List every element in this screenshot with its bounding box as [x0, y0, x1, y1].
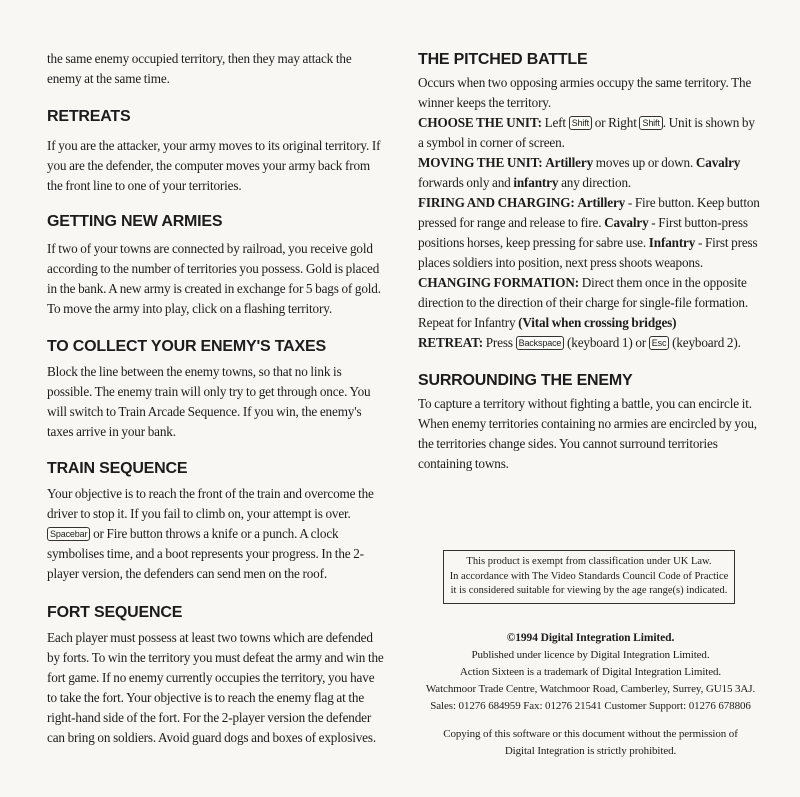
- train-text-b: or Fire button throws a knife or a punch. A clock symbolises time, and a boot represents your progress. In the 2-player version, the defenders can send men on the roof.: [47, 526, 364, 581]
- firing-infantry-label: Infantry: [648, 235, 696, 250]
- copyright-text: ©1994 Digital Integration Limited.: [506, 632, 675, 644]
- formation-vital: (Vital when crossing bridges): [518, 315, 677, 330]
- armies-section: [47, 212, 387, 319]
- artillery-label: Artillery: [545, 155, 594, 170]
- firing-cavalry-label: Cavalry: [604, 215, 649, 230]
- licence-text: Published under licence by Digital Integration Limited.: [471, 649, 710, 661]
- train-heading: TRAIN SEQUENCE: [47, 460, 188, 477]
- armies-text: If two of your towns are connected by railroad, you receive gold according to the number of territories you possess. Gold is placed in the bank. A new army is created in exchange for 5 bags of gold. To move the army into play, click on a flashing territory.: [47, 241, 381, 316]
- notice-line-3: it is considered suitable for viewing by the age range(s) indicated.: [450, 585, 728, 596]
- battle-intro: Occurs when two opposing armies occupy the same territory. The winner keeps the territory.: [418, 75, 752, 110]
- shift-right-key: Shift: [639, 116, 662, 130]
- retreats-text: If you are the attacker, your army moves to its original territory. If you are the defender, the computer moves your army back from the front line to one of your territories.: [47, 138, 381, 193]
- taxes-text: Block the line between the enemy towns, so that no link is possible. The enemy train will only try to get through once. You will switch to Train Arcade Sequence. If you win, the enemy's taxes arrive in your bank.: [47, 364, 371, 439]
- firing-text: [418, 193, 763, 273]
- choose-unit-label: CHOOSE THE UNIT:: [418, 115, 542, 130]
- esc-key: Esc: [649, 336, 670, 350]
- choose-text-b: or Right: [594, 115, 637, 130]
- surround-section: [418, 371, 763, 474]
- armies-heading: GETTING NEW ARMIES: [47, 213, 223, 230]
- choose-text-c: . Unit is shown by a symbol in corner of screen.: [418, 115, 755, 150]
- formation-text: [418, 273, 763, 333]
- cavalry-label: Cavalry: [695, 155, 741, 170]
- firing-label: FIRING AND CHARGING:: [418, 195, 575, 210]
- surround-heading: SURROUNDING THE ENEMY: [418, 372, 633, 389]
- address-text: Watchmoor Trade Centre, Watchmoor Road, Camberley, Surrey, GU15 3AJ.: [425, 683, 756, 695]
- battle-section: [418, 50, 763, 353]
- trademark-text: Action Sixteen is a trademark of Digital Integration Limited.: [459, 666, 722, 678]
- train-text-a: Your objective is to reach the front of the train and overcome the driver to stop it. If you fail to climb on, your attempt is over.: [47, 486, 374, 521]
- retreats-heading: RETREATS: [47, 108, 131, 125]
- firing-artillery-label: Artillery: [577, 195, 626, 210]
- retreat-text-b: (keyboard 1) or: [567, 335, 647, 350]
- notice-line-2: In accordance with The Video Standards Council Code of Practice: [449, 570, 729, 582]
- moving-text-a: moves up or down.: [595, 155, 694, 170]
- choose-text-a: Left: [544, 115, 566, 130]
- retreat-text-c: (keyboard 2).: [672, 335, 741, 350]
- firing-text-a: - Fire button. Keep button pressed for range and release to fire.: [418, 195, 760, 230]
- infantry-label: infantry: [513, 175, 559, 190]
- taxes-section: [47, 337, 387, 442]
- train-section: [47, 459, 387, 584]
- credits: [418, 630, 763, 760]
- battle-heading: THE PITCHED BATTLE: [418, 51, 588, 68]
- moving-text-c: any direction.: [561, 175, 632, 190]
- formation-text-a: Direct them once in the opposite direction to the direction of their charge for single-file formation. Repeat for Infantry: [418, 275, 749, 330]
- intro-section: [47, 49, 387, 89]
- firing-text-c: - First press places soldiers into position, next press shoots weapons.: [418, 235, 758, 270]
- shift-left-key: Shift: [569, 116, 592, 130]
- notice-line-1: This product is exempt from classification under UK Law.: [466, 556, 712, 567]
- fort-text: Each player must possess at least two towns which are defended by forts. To win the territory you must defeat the army and win the fort game. If no enemy currently occupies the territory, you have to take the fort. Your objective is to reach the enemy flag at the right-hand side of the fort. For the 2-player version the defender can bring on soldiers. Avoid guard dogs and boxes of explosives.: [47, 630, 384, 745]
- surround-text: To capture a territory without fighting a battle, you can encircle it. When enemy territories containing no armies are encircled by you, the territories change sides. You cannot surround territories containing towns.: [418, 396, 757, 471]
- formation-label: CHANGING FORMATION:: [418, 275, 579, 290]
- fort-heading: FORT SEQUENCE: [47, 604, 183, 621]
- spacebar-key: Spacebar: [47, 527, 90, 541]
- train-text: [47, 484, 387, 584]
- moving-unit-text: [418, 153, 763, 193]
- backspace-key: Backspace: [516, 336, 565, 350]
- fort-section: [47, 603, 387, 748]
- intro-text: the same enemy occupied territory, then they may attack the enemy at the same time.: [47, 51, 352, 86]
- retreat-label: RETREAT:: [418, 335, 483, 350]
- taxes-heading: TO COLLECT YOUR ENEMY'S TAXES: [47, 338, 326, 355]
- phones-text: Sales: 01276 684959 Fax: 01276 21541 Customer Support: 01276 678806: [430, 700, 751, 712]
- moving-text-b: forwards only and: [418, 175, 511, 190]
- retreat-text: [418, 333, 763, 353]
- retreat-text-a: Press: [485, 335, 513, 350]
- retreats-section: [47, 107, 387, 196]
- choose-unit-text: [418, 113, 763, 153]
- moving-unit-label: MOVING THE UNIT:: [418, 155, 543, 170]
- copying-text-1: Copying of this software or this document without the permission of: [443, 728, 738, 740]
- firing-text-b: - First button-press positions horses, keep pressing for sabre use.: [418, 215, 748, 250]
- classification-notice: [443, 550, 735, 604]
- copying-text-2: Digital Integration is strictly prohibited.: [504, 745, 677, 757]
